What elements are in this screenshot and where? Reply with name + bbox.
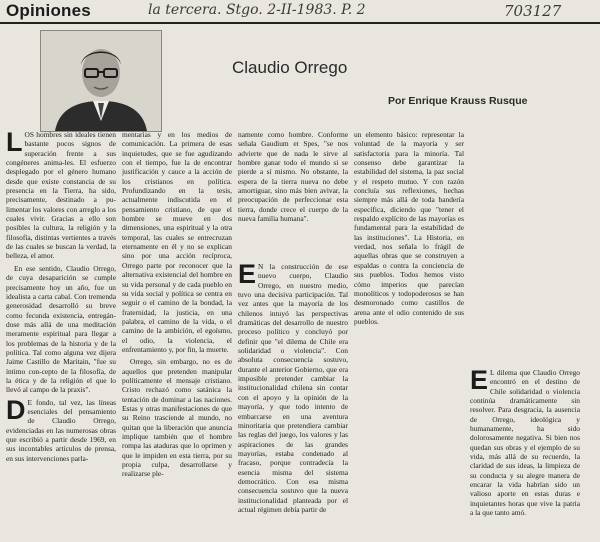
article-column-3-continued <box>238 262 348 542</box>
paragraph: namente como hombre. Conforme señala Gaudium et Spes, "se nos advierte que de nada le sirve al hombre ganar todo el mundo si se pierde a sí mismo. No obstante, la espera de la tierra nueva no debe amortiguar, sino más bien avivar, la preocupación de perfeccionar esta tierra, donde crece el cuerpo de la nueva familia humana". <box>238 130 348 224</box>
article-column-2 <box>122 130 232 542</box>
paragraph: mentarias y en los medios de comunicación. La primera de esas inquietudes, que se fue agudizando con el tiempo, fue la de encontrar justificación y cauce a la acción de los cristianos en política. Profundizando en la tesis, actualmente indiscutida en el pensamiento cristiano, de que el hombre se mueve en dos dimensiones, una espiritual y la otra temporal, las cuales se entrecruzan eternamente en él y no se explican sino por una acción recíproca, Orrego parte por reconocer que la alternativa existencial del hombre en su vida personal y de cada pueblo en su vida social y política se centra en seguir o el camino de la bondad, la fraternidad, la justicia, en una palabra, el camino de la vida, o el camino de la ambición, el egoísmo, el odio, la violencia, el enfrentamiento y, por fin, la muerte. <box>122 130 232 354</box>
article-column-1 <box>6 130 116 542</box>
section-title: Opiniones <box>6 1 91 20</box>
article-column-3 <box>238 130 348 260</box>
paragraph: Orrego, sin embargo, no es de aquellos que pretenden manipular políticamente el mensaje cristiano. Cristo rechazó como satánica la tentación de dominar a las naciones. Estas y otras manifestaciones de que su Reino trasciende al mundo, no quitan que la liberación que anuncia implique también que el hombre rompa las ataduras que lo oprimen y que le impiden en esta tierra, por su propia culpa, desarrollarse y realizarse ple- <box>122 357 232 479</box>
author-photo <box>40 30 162 132</box>
paragraph: un elemento básico: representar la voluntad de la mayoría y ser satisfactoria para la minoría. Tal consenso debe garantizar la estabilidad del sistema, la paz social y el respeto mutuo. Y con razón concluía sus reflexiones, hechas siempre más allá de toda bandería específica, diciendo que "tener el respaldo explícito de las mayorías es fundamental para la estabilidad de las instituciones". La Historia, en verdad, nos señala lo frágil de aquellas obras que se construyen a espaldas o contra la conciencia de sus pueblos. Todos hemos visto cómo imperios que parecían monolíticos y todopoderosos se han desmoronado como castillos de arena ante el odio contenido de sus pueblos. <box>354 130 464 326</box>
paragraph: LOS hombres sin ideales tienen bastante pocos signos de superación frente a sus congéneres anima-les. El esfuerzo desplegado por el género humano desde que existe constancia de su presencia en la Tierra, ha sido, precisamente, destinado a pu-limentar los valores con arreglo a los cuales vivir. Gracias a ello son posibles la cultura, la religión y la filosofía, distintas vertientes a través de las cuales se buscan la verdad, la belleza, el amor. <box>6 130 116 261</box>
section-header <box>0 0 600 24</box>
paragraph: En ese sentido, Claudio Orrego, de cuya desaparición se cumple precisamente hoy un año, fue un idealista a carta cabal. Con tremenda generosidad desarrolló su breve como fecunda existencia, entregán-dose más allá de una meditación meramente espiritual para llegar a los problemas de la historia y de la política. Tal como alguna vez dijera Jaime Castillo de Maritain, "fue su íntimo con-cepto de la filosofía, de la ética y de la religión el que lo llevó al campo de la praxis". <box>6 263 116 395</box>
article-column-4 <box>354 130 464 362</box>
handwritten-note: la tercera. Stgo. 2-II-1983. P. 2 <box>148 2 366 18</box>
paragraph: DE fondo, tal vez, las líneas esenciales del pensamiento de Claudio Orrego, evidenciadas en las numerosas obras que escribió a partir desde 1969, en sus incontables artículos de prensa, en sus intervenciones parla- <box>6 394 116 463</box>
paragraph: EL dilema que Claudio Orrego encontró en el destino de Chile solidaridad o violencia continúa dramáticamente sin resolver. Para desgracia, la ausencia de Orrego, ideológica y humanamente, ha sido dolorosamente negativa. Si bien nos quedan sus obras y el ejemplo de su vida, más allá de su recuerdo, la claridad de sus ideas, la limpieza de su conducta y su alegre manera de encarar la vida habrían sido un valioso aporte en estas duras e inquietantes horas que vive la patria a la que tanto amó. <box>470 368 580 518</box>
article-column-5 <box>470 368 580 542</box>
paragraph: EN la construcción de ese nuevo cuerpo, Claudio Orrego, en nuestro medio, tuvo una decisiva participación. Tal vez antes que la mayoría de los chilenos intuyó las perspectivas dramáticas del desarrollo de nuestro proceso político y concluyó por definir que "el dilema de Chile era solidaridad o violencia". Con absoluta consecuencia sostuvo, durante el anterior Gobierno, que era imposible pretender cambiar la institucionalidad chilena sin contar con el apoyo y la opinión de la mayoría, y que todo intento de embarcarse en una aventura minoritaria que pretendiera cambiar las reglas del juego, los valores y las aspiraciones de las grandes mayorías, estaba condenado al fracaso, porque contradecía la esencia misma del sistema democrático. Con esa misma consecuencia sostuvo que la nueva institucionalidad planteada por el actual régimen debía partir de <box>238 262 348 514</box>
handwritten-code: 703127 <box>504 2 562 20</box>
article-title: Claudio Orrego <box>232 58 348 77</box>
article-byline: Por Enrique Krauss Rusque <box>388 95 528 107</box>
